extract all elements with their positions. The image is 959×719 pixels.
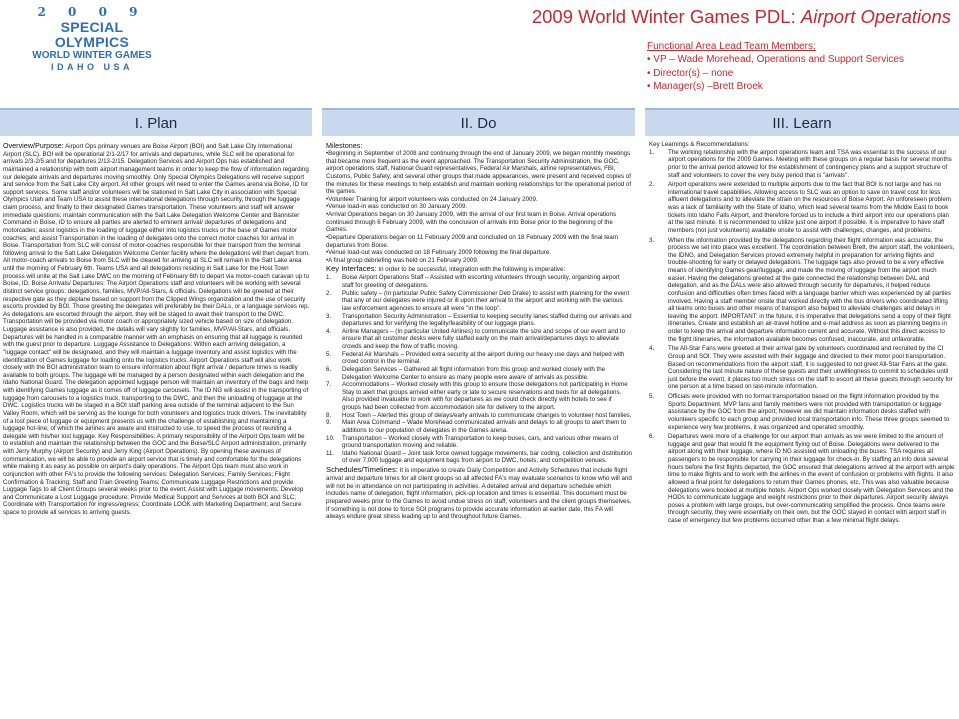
list-item-text: Airline Managers – (In particular United Airlines) to communicate the size and scope of our event and to ensure that all customer desks were fully staffed early on the main arrival/departures days to alleviate crowds and keep the flow of traffic moving. [342, 327, 626, 350]
list-item-number: 10. [326, 434, 335, 442]
list-item [326, 381, 632, 412]
list-item-number: 6. [326, 365, 332, 373]
plan-column [3, 141, 310, 719]
key-interfaces-list [326, 274, 632, 465]
list-item-number: 1. [649, 148, 655, 156]
list-item [649, 393, 955, 431]
logo-line-location: IDAHO USA [50, 62, 133, 72]
learn-column [649, 141, 955, 719]
list-item [326, 351, 632, 366]
list-item-number: 6. [649, 433, 655, 441]
list-item-text: Transportation – Worked closely with Transportation to keep buses, cars, and various other means of ground transportation moving and reliable. [342, 434, 619, 450]
page-title [532, 6, 951, 28]
list-item [326, 435, 632, 450]
special-olympics-logo [22, 4, 162, 72]
list-item [326, 274, 632, 289]
list-item-number: 9. [326, 419, 332, 427]
list-item [649, 149, 955, 180]
list-item-text: Host Town – Alerted this group of delays/early arrivals to communicate changes to volunteer host families. [342, 411, 632, 419]
list-item [326, 290, 632, 313]
list-item-text: Federal Air Marshals – Provided extra security at the airport during our heavy use days and helped with crowd control in the terminal. [342, 350, 625, 366]
milestone-item: •Volunteer Training for airport volunteers was conducted on 24 January 2009. [326, 195, 538, 203]
logo-line-world-winter-games: WORLD WINTER GAMES [32, 50, 152, 61]
list-item-number: 4. [326, 327, 332, 335]
lead-team-item: • VP – Wade Morehead, Operations and Support Services [647, 54, 904, 66]
list-item-number: 4. [649, 345, 655, 353]
milestone-item: •A final group debriefing was held on 21 February 2009. [326, 256, 479, 264]
list-item-text: The All-Star Fans were greeted at their arrival gate by volunteers coordinated and recruited by the CI Group and SOI. They were assisted with their luggage and directed to their motor pool transportation. Based on recommendations from the airport staff, it is suggested to not greet All-Star Fans at the gate. Considering the last minute nature of these guests and their unwillingness to commit to schedules until just before the event, it places too much stress on the staff to escort all these guests through security for one person at a time based on last-minute information. [668, 345, 953, 391]
list-item-text: Airport operations were extended to multiple airports due to the fact that BOI is not large and has no international travel capabilities. Allowing access to SLC was an option to save on travel cost for less affluent delegations and to alleviate the strain on the resources of Boise Airport. An unforeseen problem was a lack of familiarity with the State of Idaho, which lead several teams from the Middle East to book tickets into Idaho Falls Airport, and therefore forced us to include a third airport into our operations plan at the last minute. It is recommended to utilize just one airport if possible. It is imperative to have staff members (not just volunteers) available onsite to assist with challenges, changes, and problems. [668, 181, 951, 234]
list-item-text: Delegation Services – Gathered all flight information from this group and worked closely with the Delegation Welcome Center to ensure as many people were aware of arrivals as possible. [342, 365, 606, 381]
lead-team-heading: Functional Area Lead Team Members: [647, 41, 816, 52]
key-learnings-list [649, 149, 955, 525]
milestone-item: •Arrival Operations began on 30 January 2009, with the arrival of our first team in Boise. Arrival operations continued through 6 February 2009, with the conclusion of arrivals into Boise prior to the beginning of the Games. [326, 211, 617, 234]
plan-overview-label: Overview/Purpose: [3, 141, 64, 150]
schedules-timelines [326, 465, 632, 521]
list-item-text: Accommodations – Worked closely with this group to ensure those delegations not participating in Home Stay to alert that groups arrived either early or late to secure reservations and beds for all delegations. Also provided invaluable to work with for departures as we could check directly with hotels to see if groups had been collected from accommodation site for delivery to the airport. [342, 381, 628, 411]
schedules-label: Schedules/Timelines: [326, 465, 398, 474]
list-item-text: Main Area Command – Wade Morehead communicated arrivals and delays to all groups to alert them to additions to our population of delegates in the Games arena. [342, 419, 627, 434]
list-item-number: 2. [649, 181, 655, 189]
list-item-text: Boise Airport Operations Staff – Assisted with escorting volunteers through security, organizing airport staff for greeting of delegations. [342, 274, 620, 289]
key-learnings-label: Key Learnings & Recommendations: [649, 141, 750, 148]
milestone-item: •Venue load-out was conducted on 18 February 2009 following the final departure. [326, 249, 552, 257]
list-item-text: Officials were provided with no formal transportation based on the flight information provided by the Sports Department. MVP fans and family members were not provided with transportation or luggage assistance by the GOC from the airport; however we did maintain information desks staffed with volunteers specific to each group and provided local transportation info. These three groups seemed to experience very few problems, it was organized and operated smoothly. [668, 393, 950, 431]
list-item-text: Departures were more of a challenge for our airport than arrivals as we were limited to the amount of luggage and gear that would fit the equipment flying out of Boise. Delegations were delivered to the airport along with their luggage, where ID NG assisted with unloading the buses. TSA requires all passengers to be responsible for carrying in their luggage for check-in. By staffing an info desk several hours before the first flights departed, the GOC ensured that delegations arrived at the airport with ample time to make flights and to work with the airlines in the event of confusion or problems with flights. It also allowed a final point for delegations to return their Games phones, etc. This was also valuable because delegations were booked at multiple hotels. Airport Ops worked closely with Delegation Services and the HODs to communicate luggage and weight restrictions prior to their departures. Airport security always poses a problem with large groups, but over-communicating simplified the process. Once teams were through security, they were essentially on their own, but the GOC stayed in contact with airport staff in case of emergency but few problems occurred other than a few minimal flight delays. [668, 433, 955, 524]
list-item [326, 328, 632, 351]
list-item-number: 5. [326, 350, 332, 358]
list-item [649, 181, 955, 234]
list-item-text: Public safety – (In particular Public Safety Commissioner Deb Drake) to assist with planning for the event that any of our delegates were injured or ill upon their arrival to the airport and working with the various law enforcement agencies to ensure all were "in the loop". [342, 289, 630, 312]
title-main: 2009 World Winter Games PDL: [531, 6, 801, 27]
list-item-number: 3. [649, 236, 655, 244]
list-item-number: 1. [326, 274, 332, 282]
milestone-item: •Departure Operations began on 11 February 2009 and concluded on 18 February 2009 with the final team departures from Boise. [326, 233, 619, 249]
list-item-text: Idaho National Guard – Joint task force owned luggage movements, bar coding, collection and distribution of over 7,000 luggage and equipment bags from airport to DWC, hotels, and competition venues. [342, 449, 632, 465]
lead-team-item: • Manager(s) –Brett Broek [647, 81, 763, 93]
list-item-number: 5. [649, 393, 655, 400]
list-item [649, 345, 955, 391]
lead-team-members [647, 40, 947, 94]
column-header-do: II. Do [322, 108, 635, 136]
schedules-text: It is imperative to create Daily Competition and Activity Schedules that include flight arrival and departure times for all client groups so all affected FA's may evaluate scenarios to know who will and will not be in attendance on not participating in activities. A detailed arrival and departure schedule which includes name of delegation, flight information, pick-up location and times is essential. This document must be prepared weeks prior to the Games to avoid undue stress on staff, volunteers and the client groups themselves. If something is not done to force SOI programs to provide accurate information at earlier date, this FA will always endure great stress leading up to and throughout future Games. [326, 467, 632, 521]
lead-team-item: • Director(s) – none [647, 67, 734, 79]
list-item [326, 313, 632, 328]
column-header-plan: I. Plan [0, 108, 312, 136]
milestones-label: Milestones: [326, 141, 363, 150]
list-item-text: The working relationship with the airport operations team and TSA was essential to the success of our airport operations for the 2009 Games. Meeting with these groups on a regular basis for several months prior to the arrival period allowed for the establishment of contingency plans and a support structure of staff and volunteers to cover the very busy period that is "arrivals". [668, 148, 952, 179]
list-item-number: 7. [326, 381, 332, 389]
column-header-learn: III. Learn [645, 108, 959, 136]
key-interfaces-intro: In order to be successful, integration with the following is imperative: [378, 266, 566, 274]
milestone-item: •Beginning in September of 2008 and continuing through the end of January 2009, we began monthly meetings that became more frequent as the event approached. The Transportation Security Administration, the GOC, airport operations staff, National Guard representatives, Federal Air Marshals, airline representatives, FBI, Customs, Public Safety, and several other groups that made appearances, were present and received copies of the minutes for these meetings to help establish and maintain working relationships for the operational period of the games. [326, 150, 632, 196]
list-item [649, 433, 955, 525]
milestone-item: •Venue load-in was conducted on 30 January 2009. [326, 203, 468, 211]
list-item-number: 8. [326, 411, 332, 419]
plan-overview [3, 141, 310, 517]
list-item-number: 2. [326, 289, 332, 297]
list-item [326, 366, 632, 381]
list-item [649, 237, 955, 344]
logo-year: 2 0 0 9 [37, 5, 147, 19]
list-item [326, 450, 632, 465]
logo-line-special-olympics: SPECIAL OLYMPICS [54, 19, 130, 50]
list-item [326, 419, 632, 434]
list-item-text: When the information provided by the delegations regarding their flight information was accurate, the process we set into place was excellent. The coordination between Brett, the airport staff, the volunteers, the IDNG, and Delegation Services proved extremely helpful in preparation for arriving flights and trouble-shooting for early or delayed delegations. The luggage tags also proved to be a very effective means of identifying Games gear/luggage, and made the moving of luggage from the airport much easier. Having the delegations greeted at the gate connected the relationship between DAL and delegation, and as the DALs were also allowed through security for departures, it helped reduce confusion and difficulties often times faced with a language barrier which was experienced by all parties involved. Having a staff member onsite that worked directly with the bus drivers who coordinated lifting all teams onto buses and other means of transport also helped to alleviate challenges and delays in leaving the airport. IMPORTANT: in the future, it is imperative that delegations send a copy of their flight itineraries. Create and establish an air-travel hotline and e-mail address as soon as planning begins in order to keep the arrival and departure information current and accurate. Without this direct access to the flight itineraries, the information available becomes confused, inaccurate, and unfavorable. [668, 236, 955, 343]
list-item [326, 412, 632, 420]
list-item-text: Transportation Security Administration – Essential to keeping security lanes staffed during our arrivals and departures and for verifying the legality/feasibility of our luggage plans. [342, 312, 632, 328]
do-column [326, 141, 632, 719]
plan-overview-text: Airport Ops primary venues are Boise Airport (BOI) and Salt Lake City International Airport (SLC). BOI will be operational 2/1-2/17 for arrivals and departures, while SLC will be operational for arrivals 2/3-2/5 and for departures 2/13-2/15. Delegation Services and Airport Ops has established and maintained a relationship with both airport management teams in order to keep the flow of information regarding our delegate arrivals and departures moving smoothly. Only Special Olympics Delegations will receive support and service from the Salt Lake City airport. All other groups will need to enter the Games arena via Boise, ID for support services. Some staff and/or volunteers will be stationed in Salt Lake City in association with Special Olympics Utah and Team USA to assist these international delegations through security, through the luggage claim process, and finally to their designated Games transportation. These volunteers and staff will answer immediate questions; maintain communication with the Salt Lake Delegation Welcome Center and Bannister Command in Boise, ID to ensure all parties are alerted to eminent arrival/ departures of delegations and motorcades; assist logistics in the loading of luggage either into logistics trucks or the base of Games motor coaches; and assist Transportation in the loading of delegates onto the correct motor coaches for arrival in Boise. Transportation from SLC will consist of motor-coaches responsible for their transport from the terminal following arrival to the Salt Lake Delegation Welcome Center facility where the delegations will then depart from. All motor-coach arrivals to Boise from SLC will be cleared for arriving at SLC will remain in the Salt Lake area until the morning of February 6th. Teams USA and all delegations residing in Salt Lake for the Host Town process will unite at the Salt Lake DWC on the morning of February 6th to depart via motor-coach caravan up to Boise, ID. Boise Arrivals/ Departures: The Airport Operations staff and volunteers will be working with several distinct service groups: delegations, families, MVP/All-Stars, & officials. Delegations will be greeted at their respective gate as they deplane based on support from the Clipped Wings organization and the use of security escorts provided by BOI. Those greeting the delegates will preferably be their DALs, or a language services rep. As delegations are escorted through the airport, they will be staged to await their transport to the DWC. Transportation will be provided via motor coach or appropriately sized vehicle based on size of delegation. Luggage assistance is also provided, the details will vary slightly for families, MVP/All-Stars, and officials. Departures will be handled in a comparable manner with an emphasis on ensuring that all luggage is reunited with the guest prior to departure. Luggage Assistance to Delegations: Within each arriving delegation, a "luggage contact" will be designated, and they will maintain a luggage inventory and assist logistics with the identification of Games luggage for loading onto the logistics trucks. Airport Operations staff will also work closely with the BOI administration team to ensure information about flight arrival / departure times is readily available to both groups. The luggage will be managed by a person designated within each delegation and the Idaho National Guard. The delegation appointed luggage person will maintain an inventory of the bags and help with identifying Games luggage as it comes off of luggage carousels. The ID NG will assist in the transporting of luggage from carousels to a logistics truck, transporting to the DWC, and then the unloading of luggage at the DWC. Logistics trucks will be staged in a BOI staff parking area outside of the terminal adjacent to the Sun Valley Room, which will be serving as the lounge for both volunteers and logistics truck drivers. The inevitability of a lost piece of luggage or equipment presents us with the challenge of establishing and maintaining a luggage hot-line, of which the airlines are aware and instructed to use, to speed the process of reuniting a delegate with his/her lost luggage. Key Responsibilities: A primary responsibility of the Airport Ops team will be to establish and maintain the relationship between the GOC and the Boise/SLC Airport administration, primarily with Jerry Murphy (Airport Security) and Jerry King (Airport Operations). By opening these avenues of communication, we will be able to provide an airport service that is timely and comfortable for the delegations while making it as easy as possible on airport's daily operations. The Airport Ops team must also work in conjunction with other FA's to provide the following services: Delegation Services; Family Services; Flight Confirmation & Tracking; Staff and Train Greeting Teams; Communicate Luggage Restrictions and provide Luggage Tags to all Client Groups several weeks prior to the event; Assist with Luggage movements; Develop and Communicate a Lost Luggage procedure; Provide Medical Support and Services at both BOI and SLC; Coordinate with Transportation for ingress/egress; Coordinate LOOK with Marketing Department; and Secure space to provide all services to arriving guests. [3, 143, 310, 516]
key-interfaces [326, 264, 632, 274]
key-interfaces-label: Key Interfaces: [326, 264, 377, 274]
list-item-number: 11. [326, 449, 335, 457]
list-item-number: 3. [326, 312, 332, 320]
title-italic: Airport Operations [800, 6, 951, 27]
